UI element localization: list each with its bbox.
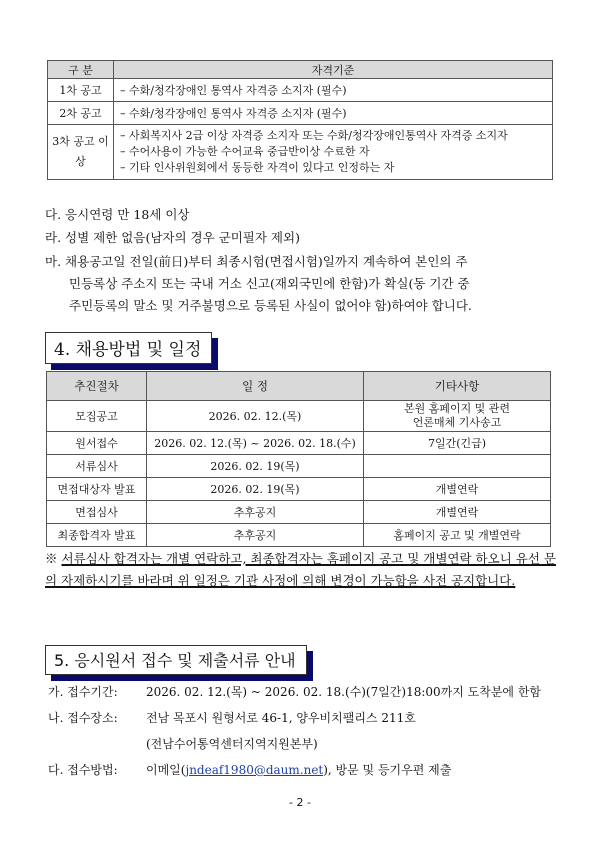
notice-mark: ※ [45,551,58,566]
row-category: 2차 공고 [48,102,114,125]
header-step: 추진절차 [47,372,147,401]
note: 본원 홈페이지 및 관련 언론매체 기사송고 [364,401,551,432]
table-row [48,102,553,125]
table-header-row [48,61,553,79]
section-title: 5. 응시원서 접수 및 제출서류 안내 [45,645,307,675]
receipt-period: 가. 접수기간: 2026. 02. 12.(목) ~ 2026. 02. 18.(수)(7일간)18:00까지 도착분에 한함 [48,685,542,699]
notice-text: 서류심사 합격자는 개별 연락하고, 최종합격자는 홈페이지 공고 및 개별연락 하오니 유선 문의 자제하시기를 바라며 위 일정은 기관 사정에 의해 변경이 가능함을 사전 공지합니다. [45,551,556,588]
header-criteria: 자격기준 [114,61,553,79]
table-row [47,524,551,547]
email-link[interactable]: jndeaf1980@daum.net [185,763,324,777]
schedule: 2026. 02. 12.(목) ~ 2026. 02. 18.(수) [147,432,364,455]
header-category: 구 분 [48,61,114,79]
schedule: 2026. 02. 19(목) [147,455,364,478]
note: 홈페이지 공고 및 개별연락 [364,524,551,547]
schedule: 추후공지 [147,524,364,547]
step: 최종합격자 발표 [47,524,147,547]
section-heading [45,332,212,364]
note: 7일간(긴급) [364,432,551,455]
qualification-table [47,60,553,180]
criteria-line: – 수어사용이 가능한 수어교육 중급반이상 수료한 자 [120,145,370,158]
step: 면접심사 [47,501,147,524]
section-heading [45,645,307,675]
criteria-line: – 기타 인사위원회에서 동등한 자격이 있다고 인정하는 자 [120,161,395,174]
step: 모집공고 [47,401,147,432]
row-criteria: – 수화/청각장애인 통역사 자격증 소지자 (필수) [114,102,553,125]
step: 서류심사 [47,455,147,478]
table-row [47,501,551,524]
receipt-location-detail: (전남수어통역센터지역지원본부) [146,737,318,751]
table-row [47,455,551,478]
receipt-method: 다. 접수방법: 이메일(jndeaf1980@daum.net), 방문 및 등기우편 제출 [48,763,452,777]
receipt-location: 나. 접수장소: 전남 목포시 원형서로 46-1, 양우비치팰리스 211호 [48,711,416,725]
header-schedule: 일 정 [147,372,364,401]
schedule: 2026. 02. 12.(목) [147,401,364,432]
row-criteria: – 수화/청각장애인 통역사 자격증 소지자 (필수) [114,79,553,102]
note [364,455,551,478]
requirement-item: 라. 성별 제한 없음(남자의 경우 군미필자 제외) [45,230,300,245]
section-title: 4. 채용방법 및 일정 [45,332,212,364]
schedule: 추후공지 [147,501,364,524]
step: 면접대상자 발표 [47,478,147,501]
note: 개별연락 [364,501,551,524]
requirement-item: 마. 채용공고일 전일(前日)부터 최종시험(면접시험)일까지 계속하여 본인의 주 민등록상 주소지 또는 국내 거소 신고(재외국민에 한함)가 확실(동 기간 중 주민등록의 말소 및 거주불명으로 등록된 사실이 없어야 함)하여야 합니다. [45,254,472,313]
note: 개별연락 [364,478,551,501]
page-number: - 2 - [289,796,311,809]
schedule-table [46,371,551,547]
row-category: 1차 공고 [48,79,114,102]
table-row [47,432,551,455]
row-category: 3차 공고 이상 [48,125,114,180]
table-header-row [47,372,551,401]
requirement-item: 다. 응시연령 만 18세 이상 [45,207,190,222]
table-row [48,79,553,102]
table-row [47,401,551,432]
schedule-notice [45,548,560,592]
row-criteria [114,125,553,180]
criteria-line: – 사회복지사 2급 이상 자격증 소지자 또는 수화/청각장애인통역사 자격증 소지자 [120,129,508,142]
header-note: 기타사항 [364,372,551,401]
step: 원서접수 [47,432,147,455]
table-row [47,478,551,501]
schedule: 2026. 02. 19(목) [147,478,364,501]
table-row [48,125,553,180]
